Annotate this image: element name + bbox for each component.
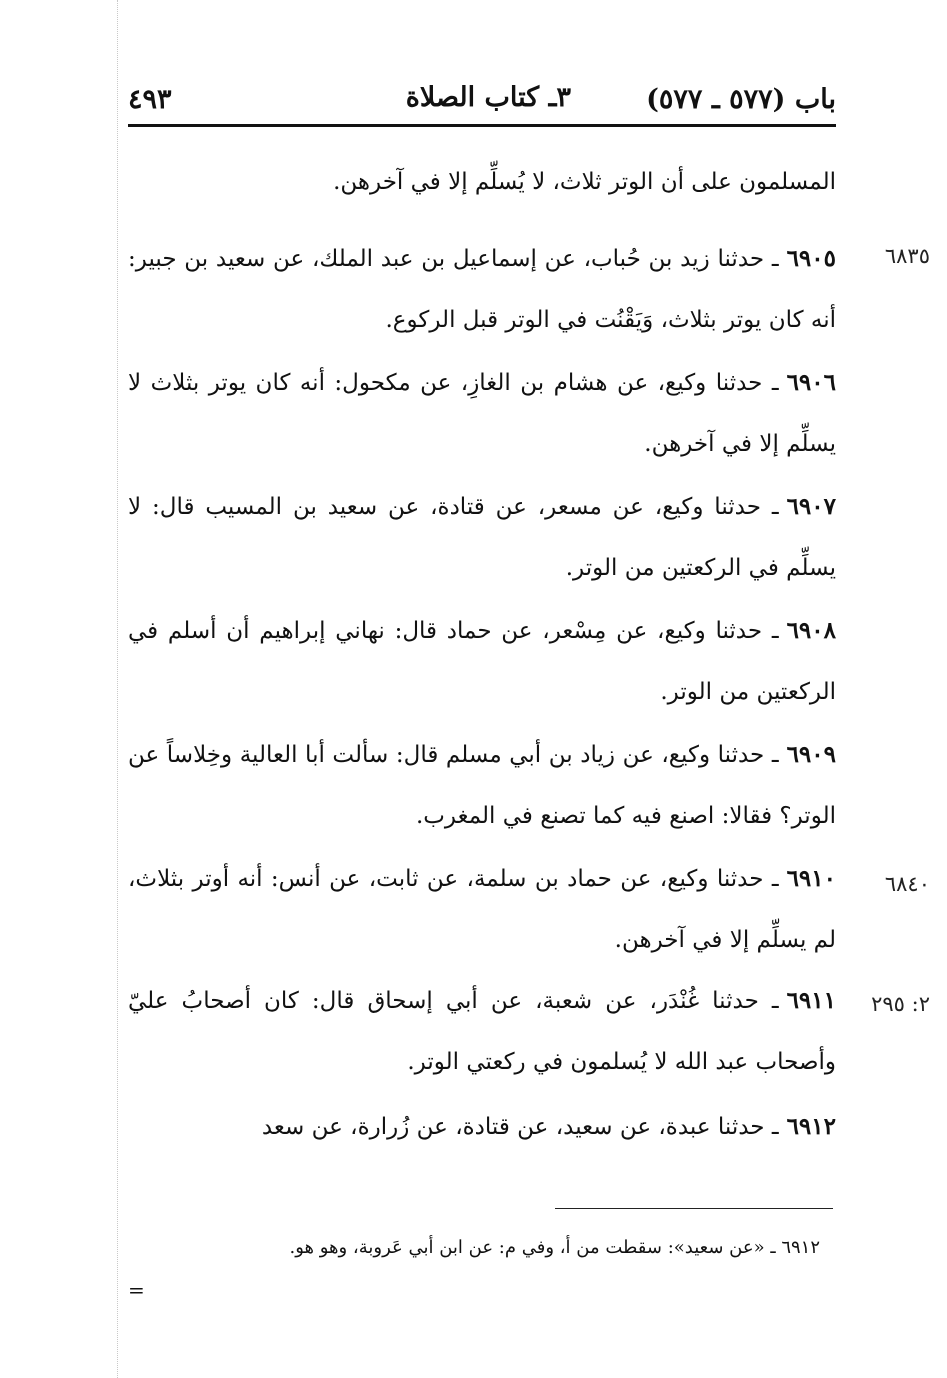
hadith-text: ـ حدثنا وكيع، عن هشام بن الغازِ، عن مكحول: أنه كان يوتر بثلاث لا يسلِّم إلا في آخرهن. [128, 370, 836, 457]
paragraph-continuation [128, 152, 836, 213]
hadith-paragraph [128, 970, 836, 1093]
hadith-paragraph [128, 848, 836, 971]
hadith-number: ٦٩٠٨ [786, 617, 836, 644]
hadith-number: ٦٩٠٦ [786, 369, 836, 396]
page-edge-guide [117, 0, 118, 1378]
hadith-paragraph [128, 724, 836, 847]
hadith-text: ـ حدثنا وكيع، عن مِسْعر، عن حماد قال: نهاني إبراهيم أن أسلم في الركعتين من الوتر. [128, 618, 836, 705]
margin-reference: ٦٨٤٠ [884, 872, 930, 896]
header-rule [128, 124, 836, 127]
hadith-number: ٦٩٠٩ [786, 741, 836, 768]
page-number: ٤٩٣ [128, 84, 172, 115]
running-header [128, 78, 836, 122]
hadith-number: ٦٩٠٧ [786, 493, 836, 520]
footnote-rule [555, 1208, 833, 1209]
hadith-number: ٦٩١٢ [786, 1113, 836, 1140]
hadith-paragraph [128, 228, 836, 351]
header-chapter: باب (٥٧٧ ـ ٥٧٧) [646, 84, 836, 115]
continuation-mark: = [128, 1278, 145, 1302]
hadith-paragraph [128, 476, 836, 599]
header-book-title: ٣ـ كتاب الصلاة [405, 82, 571, 113]
margin-reference: ٢: ٢٩٥ [871, 992, 930, 1016]
hadith-paragraph [128, 600, 836, 723]
hadith-text: ـ حدثنا عبدة، عن سعيد، عن قتادة، عن زُرارة، عن سعد [261, 1114, 779, 1140]
margin-reference: ٦٨٣٥ [884, 244, 930, 268]
hadith-text: ـ حدثنا وكيع، عن مسعر، عن قتادة، عن سعيد بن المسيب قال: لا يسلِّم في الركعتين من الوتر. [128, 494, 836, 581]
hadith-number: ٦٩١٠ [786, 865, 836, 892]
footnote: ٦٩١٢ ـ «عن سعيد»: سقطت من أ، وفي م: عن ابن أبي عَروبة، وهو هو. [289, 1237, 820, 1258]
paragraph-text: المسلمون على أن الوتر ثلاث، لا يُسلِّم إلا في آخرهن. [333, 169, 836, 195]
hadith-paragraph [128, 1096, 836, 1158]
hadith-text: ـ حدثنا وكيع، عن حماد بن سلمة، عن ثابت، عن أنس: أنه أوتر بثلاث، لم يسلِّم إلا في آخرهن. [128, 866, 836, 953]
hadith-text: ـ حدثنا غُنْدَر، عن شعبة، عن أبي إسحاق قال: كان أصحابُ عليّ وأصحاب عبد الله لا يُسلمون في ركعتي الوتر. [128, 988, 836, 1075]
hadith-number: ٦٩٠٥ [786, 245, 836, 272]
hadith-text: ـ حدثنا زيد بن حُباب، عن إسماعيل بن عبد الملك، عن سعيد بن جبير: أنه كان يوتر بثلاث، وَيَقْنُت في الوتر قبل الركوع. [128, 246, 836, 333]
hadith-paragraph [128, 352, 836, 475]
hadith-text: ـ حدثنا وكيع، عن زياد بن أبي مسلم قال: سألت أبا العالية وخِلاساً عن الوتر؟ فقالا: اصنع فيه كما تصنع في المغرب. [128, 742, 836, 829]
hadith-number: ٦٩١١ [786, 987, 836, 1014]
